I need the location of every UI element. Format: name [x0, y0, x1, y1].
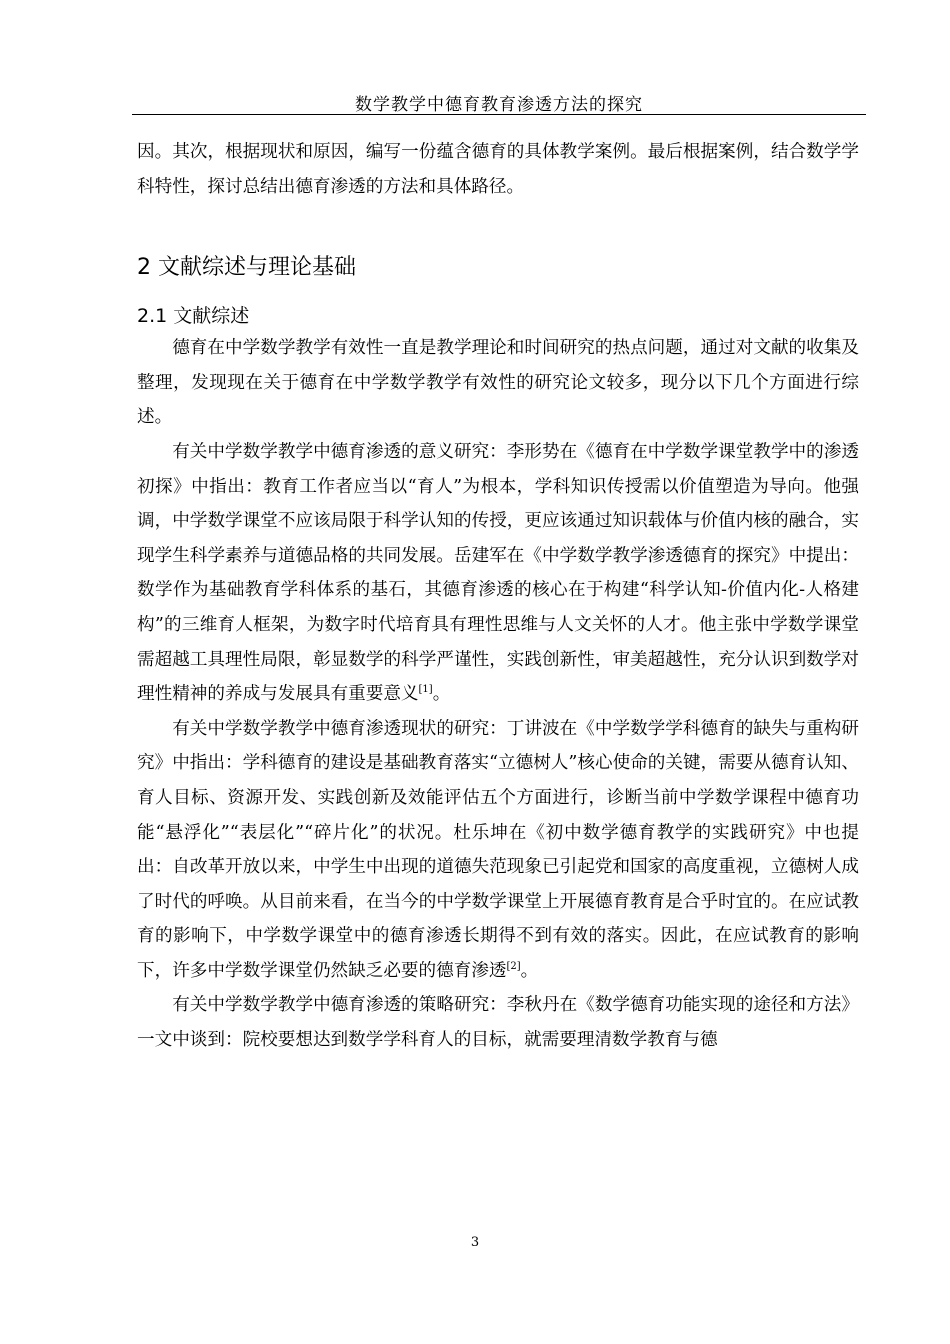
paragraph-significance — [137, 435, 859, 712]
page-number: 3 — [470, 1235, 480, 1250]
paragraph-text: 有关中学数学教学中德育渗透现状的研究：丁讲波在《中学数学学科德育的缺失与重构研究》中指出：学科德育的建设是基础教育落实“立德树人”核心使命的关键，需要从德育认知、育人目标、资源开发、实践创新及效能评估五个方面进行，诊断当前中学数学课程中德育功能“悬浮化”“表层化”“碎片化”的状况。杜乐坤在《初中数学德育教学的实践研究》中也提出：自改革开放以来，中学生中出现的道德失范现象已引起党和国家的高度重视，立德树人成了时代的呼唤。从目前来看，在当今的中学数学课堂上开展德育教育是合乎时宜的。在应试教育的影响下，中学数学课堂中的德育渗透长期得不到有效的落实。因此，在应试教育的影响下，许多中学数学课堂仍然缺乏必要的德育渗透 — [137, 718, 859, 981]
paragraph-end: 。 — [432, 684, 451, 705]
intro-paragraph: 因。其次，根据现状和原因，编写一份蕴含德育的具体教学案例。最后根据案例，结合数学学科特性，探讨总结出德育渗透的方法和具体路径。 — [137, 142, 859, 197]
paragraph-status — [137, 712, 859, 989]
paragraph-end: 。 — [520, 960, 539, 981]
running-header: 数学教学中德育教育渗透方法的探究 — [355, 95, 643, 115]
citation-ref-2: [2] — [506, 961, 521, 973]
section-heading: 2 文献综述与理论基础 — [137, 255, 356, 281]
subsection-heading: 2.1 文献综述 — [137, 305, 250, 328]
paragraph-strategy: 有关中学数学教学中德育渗透的策略研究：李秋丹在《数学德育功能实现的途径和方法》一文中谈到：院校要想达到数学学科育人的目标，就需要理清数学教育与德 — [137, 995, 859, 1051]
paragraph-overview: 德育在中学数学教学有效性一直是教学理论和时间研究的热点问题，通过对文献的收集及整理，发现现在关于德育在中学数学教学有效性的研究论文较多，现分以下几个方面进行综述。 — [137, 338, 859, 428]
citation-ref-1: [1] — [418, 684, 433, 696]
header-rule — [132, 114, 866, 115]
paragraph-text: 有关中学数学教学中德育渗透的意义研究：李形势在《德育在中学数学课堂教学中的渗透初探》中指出：教育工作者应当以“育人”为根本，学科知识传授需以价值塑造为导向。他强调，中学数学课堂不应该局限于科学认知的传授，更应该通过知识载体与价值内核的融合，实现学生科学素养与道德品格的共同发展。岳建军在《中学数学教学渗透德育的探究》中提出：数学作为基础教育学科体系的基石，其德育渗透的核心在于构建“科学认知-价值内化-人格建构”的三维育人框架，为数字时代培育具有理性思维与人文关怀的人才。他主张中学数学课堂需超越工具理性局限，彰显数学的科学严谨性，实践创新性，审美超越性，充分认识到数学对理性精神的养成与发展具有重要意义 — [137, 441, 859, 705]
document-body — [137, 135, 859, 1058]
